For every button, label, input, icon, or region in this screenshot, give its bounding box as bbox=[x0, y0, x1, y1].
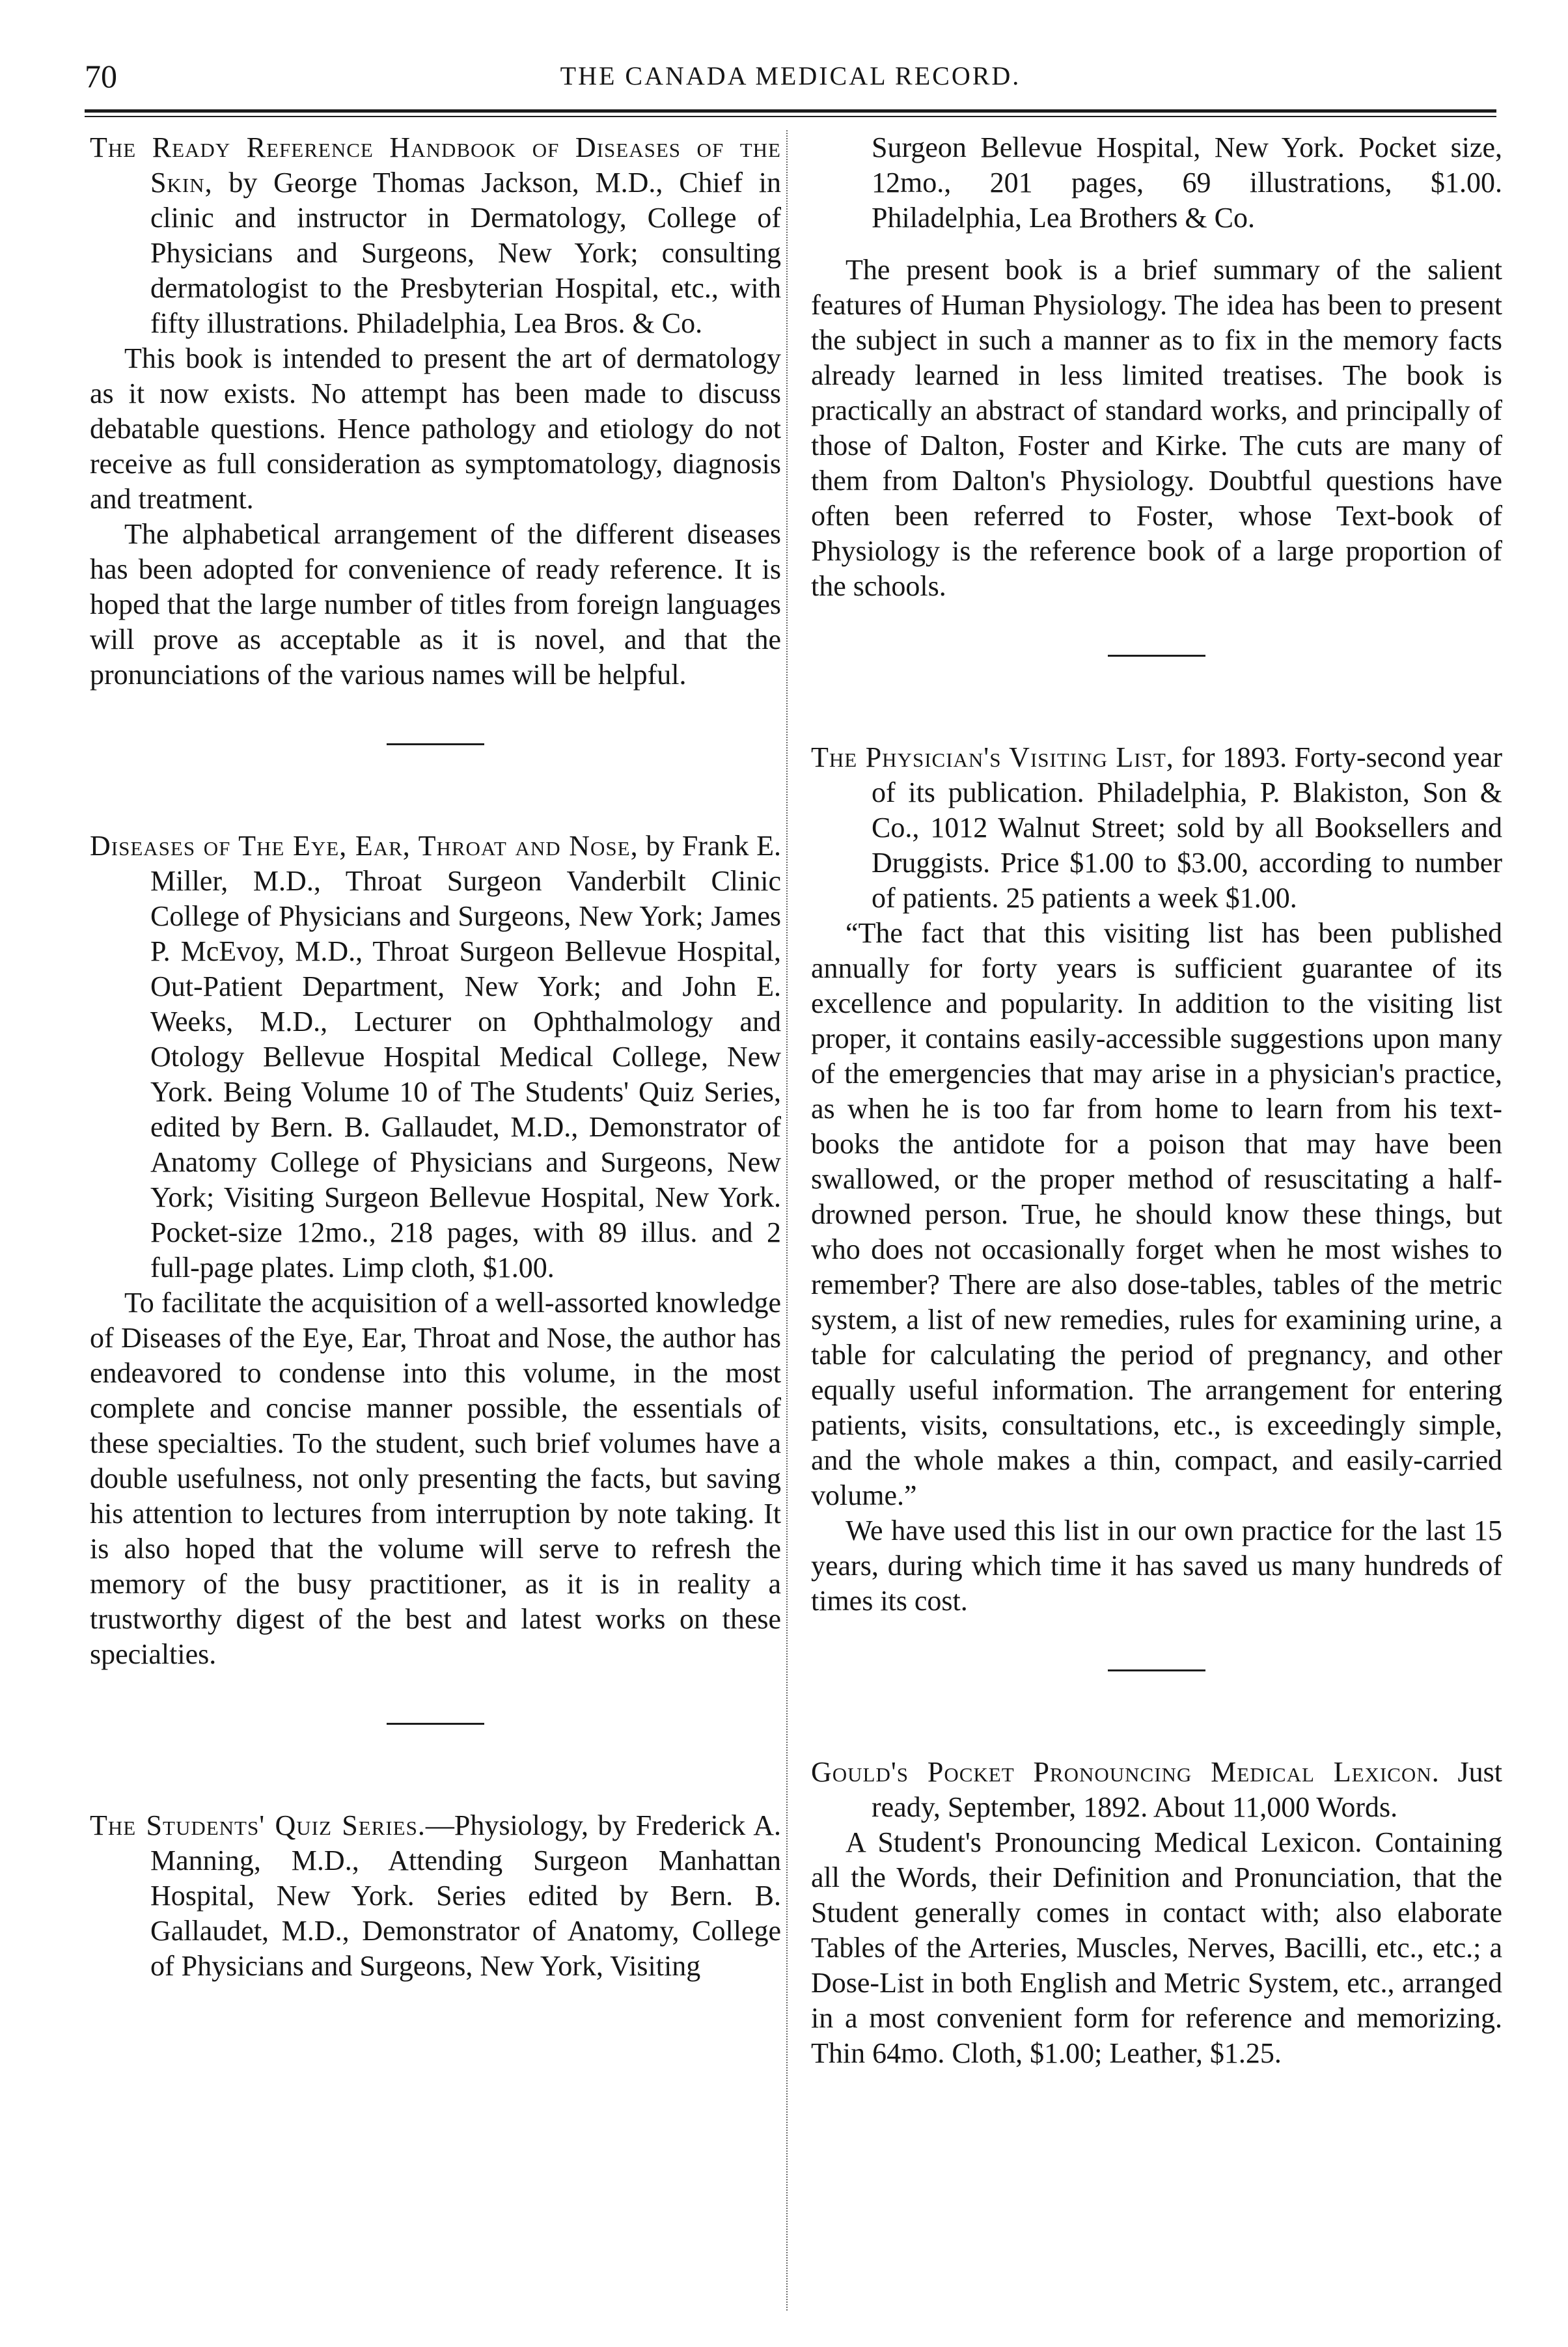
header-rule-thick bbox=[85, 109, 1496, 113]
review-paragraph: The alphabetical arrangement of the different diseases has been adopted for convenience of ready reference. It is hoped that the large number of titles from foreign languages will prove as acceptable as it is novel, and that the pronunciations of the various names will be helpful. bbox=[90, 518, 781, 691]
review-paragraph: To facilitate the acquisition of a well-assorted knowledge of Diseases of the Eye, Ear, Throat and Nose, the author has endeavored to condense into this volume, in the most complete and concise manner possible, the essentials of these specialties. To the student, such brief volumes have a double usefulness, not only presenting the facts, but saving his attention to lectures from interruption by note taking. It is also hoped that the volume will serve to refresh the memory of the busy practitioner, as it is in reality a trustworthy digest of the best and latest works on these specialties. bbox=[90, 1287, 781, 1670]
review-heading-lexicon bbox=[811, 1755, 1502, 1825]
book-title: Gould's Pocket Pronouncing Medical Lexicon. bbox=[811, 1756, 1440, 1788]
book-title: The Physician's Visiting List, bbox=[811, 741, 1174, 773]
review-paragraph: We have used this list in our own practice for the last 15 years, during which time it has saved us many hundreds of times its cost. bbox=[811, 1515, 1502, 1617]
book-title: The Students' Quiz Series. bbox=[90, 1809, 426, 1841]
review-paragraph: “The fact that this visiting list has been published annually for forty years is sufficient guarantee of its excellence and popularity. In addition to the visiting list proper, it contains easily-accessible suggestions upon many of the emergencies that may arise in a physician's practice, as when he is too far from home to learn from his text-books the antidote for a poison that may have been swallowed, or the proper method of resuscitating a half-drowned person. True, he should know these things, but who does not occasionally forget when he most wishes to remember? There are also dose-tables, tables of the metric system, a list of new remedies, rules for examining urine, a table for calculating the period of pregnancy, and other equally useful information. The arrangement for entering patients, visits, consultations, etc., is exceedingly simple, and the whole makes a thin, compact, and easily-carried volume.” bbox=[811, 917, 1502, 1511]
book-details: for 1893. Forty-second year of its publication. Philadelphia, P. Blakiston, Son & Co., 1012 Walnut Street; sold by all Booksellers and Druggists. Price $1.00 to $3.00, according to number of patients. 25 patients a week $1.00. bbox=[872, 741, 1502, 914]
review-paragraph: The present book is a brief summary of the salient features of Human Physiology. The idea has been to present the subject in such a manner as to fix in the memory facts already learned in less limited treatises. The book is practically an abstract of standard works, and principally of those of Dalton, Foster and Kirke. The cuts are many of them from Dalton's Physiology. Doubtful questions have often been referred to Foster, whose Text-book of Physiology is the reference book of a large proportion of the schools. bbox=[811, 254, 1502, 602]
review-heading-visiting-list bbox=[811, 740, 1502, 916]
section-divider bbox=[1108, 655, 1205, 657]
left-column bbox=[90, 130, 781, 2311]
review-paragraph: This book is intended to present the art of dermatology as it now exists. No attempt has been made to discuss debatable questions. Hence pathology and etiology do not receive as full consideration as symptomatology, diagnosis and treatment. bbox=[90, 342, 781, 515]
review-paragraph: A Student's Pronouncing Medical Lexicon. Containing all the Words, their Definition and Pronunciation, that the Student generally comes in contact with; also elaborate Tables of the Arteries, Muscles, Nerves, Bacilli, etc., etc.; a Dose-List in both English and Metric System, etc., arranged in a most convenient form for reference and memorizing. Thin 64mo. Cloth, $1.00; Leather, $1.25. bbox=[811, 1826, 1502, 2069]
header-rule-thin bbox=[85, 116, 1496, 117]
book-details: by George Thomas Jackson, M.D., Chief in clinic and instructor in Dermatology, College of Physicians and Surgeons, New York; consulting dermatologist to the Presbyterian Hospital, etc., with fifty illustrations. Philadelphia, Lea Bros. & Co. bbox=[150, 167, 781, 339]
page-number: 70 bbox=[85, 58, 117, 94]
section-divider bbox=[387, 743, 484, 745]
section-divider bbox=[387, 1723, 484, 1725]
book-title: The Ready Reference Handbook of Diseases of the Skin, bbox=[90, 131, 781, 199]
column-separator bbox=[786, 130, 788, 2311]
review-heading-quiz-series bbox=[90, 1808, 781, 1984]
book-details-continued: Surgeon Bellevue Hospital, New York. Pocket size, 12mo., 201 pages, 69 illustrations, $1.00. Philadelphia, Lea Brothers & Co. bbox=[872, 131, 1502, 234]
running-head: THE CANADA MEDICAL RECORD. bbox=[560, 61, 1021, 90]
book-title: Diseases of The Eye, Ear, Throat and Nose, bbox=[90, 830, 639, 862]
book-details: Just ready, September, 1892. About 11,000 Words. bbox=[872, 1756, 1502, 1823]
book-details: by Frank E. Miller, M.D., Throat Surgeon Vanderbilt Clinic College of Physicians and Surgeons, New York; James P. McEvoy, M.D., Throat Surgeon Bellevue Hospital, Out-Patient Department, New York; and John E. Weeks, M.D., Lecturer on Ophthalmology and Otology Bellevue Hospital Medical College, New York. Being Volume 10 of The Students' Quiz Series, edited by Bern. B. Gallaudet, M.D., Demonstrator of Anatomy College of Physicians and Surgeons, New York; Visiting Surgeon Bellevue Hospital, New York. Pocket-size 12mo., 218 pages, with 89 illus. and 2 full-page plates. Limp cloth, $1.00. bbox=[150, 830, 781, 1283]
right-column bbox=[811, 130, 1502, 2311]
review-heading-eye-ear-throat bbox=[90, 829, 781, 1285]
book-details: —Physiology, by Frederick A. Manning, M.D., Attending Surgeon Manhattan Hospital, New York. Series edited by Bern. B. Gallaudet, M.D., Demonstrator of Anatomy, College of Physicians and Surgeons, New York, Visiting bbox=[150, 1809, 781, 1982]
section-divider bbox=[1108, 1669, 1205, 1671]
page-header bbox=[85, 53, 1496, 99]
review-heading-skin-handbook bbox=[90, 130, 781, 341]
